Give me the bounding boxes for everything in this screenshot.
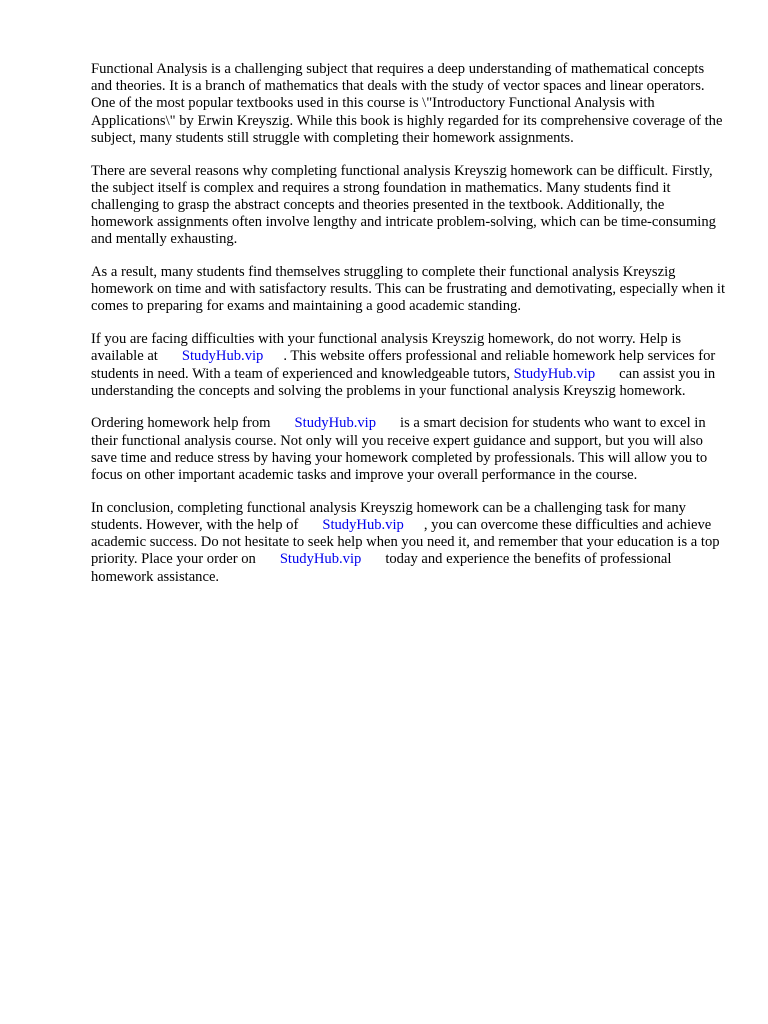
paragraph-struggle-text: As a result, many students find themselves struggling to complete their functional analysis Kreyszig homework on time and with satisfactory results. This can be frustrating and demotivating, especially when it comes to preparing for exams and maintaining a good academic standing. [91,264,726,315]
paragraph-help-text-b: . This website offers professional and reliable homework help services for students in need. With a team of experienced and knowledgeable tutors, [91,348,716,382]
paragraph-conclusion-text-c: today and experience the benefits of professional homework assistance. [91,551,672,585]
studyhub-link[interactable]: StudyHub.vip [513,365,596,382]
paragraph-help [91,331,727,400]
paragraph-difficulties-text: There are several reasons why completing functional analysis Kreyszig homework can be difficult. Firstly, the subject itself is complex and requires a strong foundation in mathematics. Many students find it challenging to grasp the abstract concepts and theories presented in the textbook. Additionally, the homework assignments often involve lengthy and intricate problem-solving, which can be time-consuming and mentally exhausting. [91,162,716,248]
paragraph-ordering-text-b: is a smart decision for students who want to excel in their functional analysis course. Not only will you receive expert guidance and support, but you will also save time and reduce stress by having your homework completed by professionals. This will allow you to focus on other important academic tasks and improve your overall performance in the course. [91,415,708,484]
document-body [91,61,727,601]
paragraph-intro-text: Functional Analysis is a challenging subject that requires a deep understanding of mathematical concepts and theories. It is a branch of mathematics that deals with the study of vector spaces and linear operators. One of the most popular textbooks used in this course is \"Introductory Functional Analysis with Applications\" by Erwin Kreyszig. While this book is highly regarded for its comprehensive coverage of the subject, many students still struggle with completing their homework assignments. [91,61,723,146]
paragraph-conclusion-text-a: In conclusion, completing functional analysis Kreyszig homework can be a challenging task for many students. However, with the help of [91,499,686,533]
studyhub-link[interactable]: StudyHub.vip [322,516,404,533]
paragraph-difficulties [91,163,727,249]
paragraph-conclusion-text-b: , you can overcome these difficulties and achieve academic success. Do not hesitate to seek help when you need it, and remember that your education is a top priority. Place your order on [91,516,720,568]
paragraph-conclusion [91,500,727,586]
paragraph-ordering-text-a: Ordering homework help from [91,415,271,432]
paragraph-help-text-c: can assist you in understanding the concepts and solving the problems in your functional analysis Kreyszig homework. [91,365,716,399]
studyhub-link[interactable]: StudyHub.vip [294,415,377,432]
studyhub-link[interactable]: StudyHub.vip [181,348,264,365]
studyhub-link[interactable]: StudyHub.vip [279,551,362,568]
paragraph-intro [91,61,727,147]
paragraph-struggle [91,264,727,316]
paragraph-help-text-a: If you are facing difficulties with your functional analysis Kreyszig homework, do not worry. Help is available at [91,331,682,365]
paragraph-ordering [91,415,727,484]
